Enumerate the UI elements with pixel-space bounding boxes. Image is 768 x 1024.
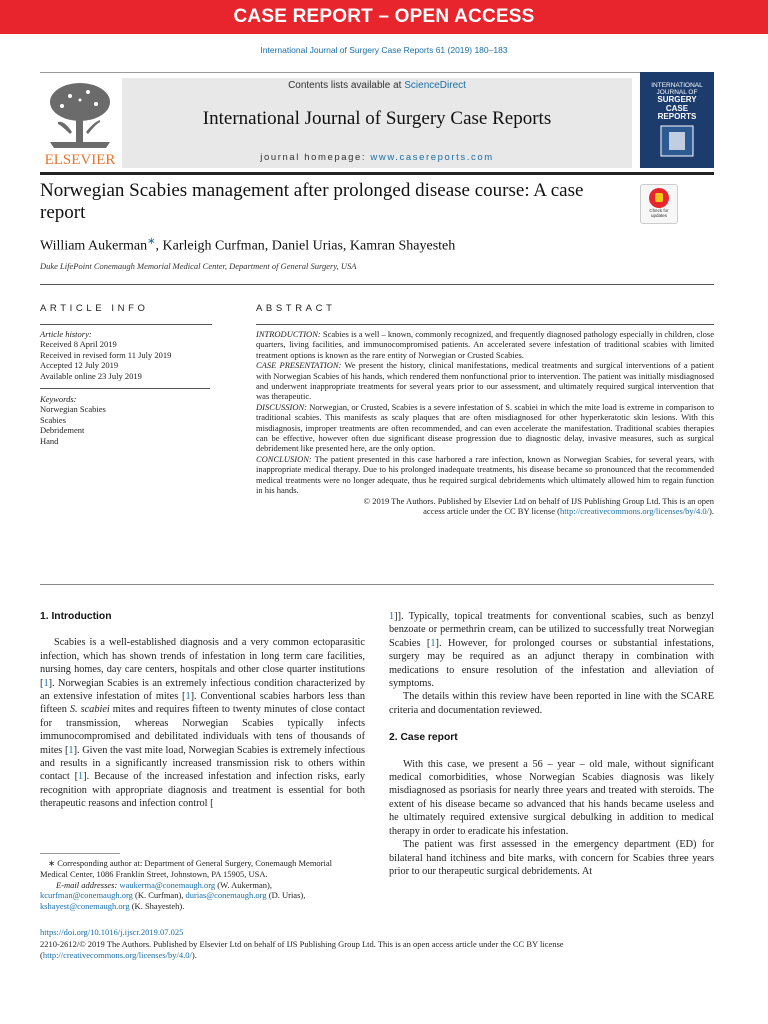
abstract-discussion: DISCUSSION: Norwegian, or Crusted, Scabies is a severe infestation of S. scabiei in which the mite load is extreme in comparison to traditional scabies. This manifests as scaly plaques that are often misdiagnosed for other hyperkeratotic skin lesions. With this misdiagnosis, improper treatments are often recommended, and can even accelerate the manifestation. Traditional scabies therapies can be effective, however often due significant disease progression due to diagnostic delay, invasive measures, such as surgical debridement like presented here, are the only option.: [256, 401, 714, 454]
introduction-paragraph-2: The details within this review have been reported in line with the SCARE criteria and documentation reviewed.: [389, 691, 714, 716]
keyword: Norwegian Scabies: [40, 404, 106, 415]
abstract-text: [256, 329, 714, 516]
article-info-rule: [40, 324, 212, 325]
history-label: Article history:: [40, 329, 92, 339]
case-report-paragraph: With this case, we present a 56 – year – old male, without significant medical comorbidities, whose Norwegian Scabies diagnosis was likely misdiagnosed as psoriasis for nearly three years and treated with steroids. The extent of his disease became so advanced that his hands became useless and he ultimately required extensive surgical debulking in addition to medical therapy in order to eradicate his infestation.: [389, 758, 714, 837]
journal-cover[interactable]: [640, 72, 714, 168]
open-access-banner: CASE REPORT – OPEN ACCESS: [0, 0, 768, 34]
reference-link[interactable]: 1: [68, 744, 74, 756]
reference-link[interactable]: 1: [78, 771, 84, 783]
journal-citation[interactable]: International Journal of Surgery Case Reports 61 (2019) 180–183: [260, 45, 508, 55]
introduction-paragraph-continued: 1]]. Typically, topical treatments for conventional scabies, such as benzyl benzoate or permethrin cream, can be utilized to successfully treat Norwegian Scabies [1]. However, for prolonged courses or substantial infestations, surgery may be required as an adjunct therapy in combination with medications to ensure resolution of the infestation and alleviation of symptoms.: [389, 611, 714, 690]
abstract-introduction: INTRODUCTION: Scabies is a well – known, commonly recognized, and frequently diagnosed pathology especially in children, close quarters, living facilities, and immunocompromised patients. An accelerated severe infestation of traditional scabies with limited treatment options is known as the rare entity of Norwegian or Crusted Scabies.: [256, 329, 714, 360]
corresponding-author-marker[interactable]: ∗: [147, 236, 156, 247]
check-for-updates-badge[interactable]: Check for updates: [640, 184, 678, 224]
introduction-paragraph: Scabies is a well-established diagnosis and a very common ectoparasitic infection, which has shown trends of infestation in long term care facilities, nursing homes, day care centers, hospitals and other close quarter institutions [1]. Norwegian Scabies is an extremely infectious condition characterized by an extensive infestation of mites [1]. Conventional scabies harbors less than fifteen S. scabiei mites and requires fifteen to twenty minutes of close contact for transmission, whereas Norwegian Scabies typically infects immunocompromised and debilitated individuals with tens of thousands of mites [1]. Given the vast mite load, Norwegian Scabies is extremely infectious and results in a significantly increased transmission risk to others within contact [1]. Because of the increased infestation and infection risks, early recognition with appropriate diagnosis and treatment is essential for both therapeutic reasons and infection control [: [40, 637, 366, 810]
doi-footer: [40, 927, 714, 962]
abstract-heading: ABSTRACT: [256, 303, 336, 314]
email-link[interactable]: durias@conemaugh.org: [185, 890, 267, 901]
case-report-heading: 2. Case report: [389, 732, 458, 744]
left-column: [40, 610, 365, 811]
author-name: William Aukerman: [40, 238, 148, 254]
elsevier-tree-logo: [40, 78, 120, 168]
case-report-paragraph-2: The patient was first assessed in the emergency department (ED) for bilateral hand itchiness and bite marks, with concern for Scabies three years prior to our therapeutic surgical debridements. At: [389, 839, 714, 877]
reference-link[interactable]: 1: [389, 611, 395, 622]
email-link[interactable]: waukerma@conemaugh.org: [119, 879, 216, 890]
keyword: Hand: [40, 435, 59, 446]
received-date: Received 8 April 2019: [40, 339, 117, 350]
reference-link[interactable]: 1: [185, 691, 191, 703]
abstract-rule: [256, 324, 714, 325]
journal-title: International Journal of Surgery Case Reports: [202, 108, 552, 129]
reference-link[interactable]: 1: [430, 637, 436, 649]
check-for-updates-icon: [649, 188, 669, 208]
abstract-bottom-rule: [40, 584, 714, 585]
cover-line: JOURNAL OF: [656, 89, 698, 96]
author-names: , Karleigh Curfman, Daniel Urias, Kamran Shayesteh: [155, 238, 456, 254]
abstract-case: CASE PRESENTATION: We present the history, clinical manifestations, medical treatments and surgical interventions of a patient with Norwegian Scabies of his hands, which rendered them nonfunctional prior to intervention. The patient was initially misdiagnosed and underwent inappropriate treatments for several years prior to our assessment, and ultimately required surgical intervention that was therapeutic.: [256, 360, 714, 402]
keyword: Scabies: [40, 414, 66, 425]
cover-line: SURGERY: [657, 95, 697, 104]
affiliation: Duke LifePoint Conemaugh Memorial Medical Center, Department of General Surgery, USA: [40, 261, 357, 271]
email-link[interactable]: kshayest@conemaugh.org: [40, 901, 130, 912]
corresponding-author-note: ∗ Corresponding author at: Department of General Surgery, Conemaugh Memorial Medical Center, 1086 Franklin Street, Johnstown, PA 15905, USA.: [40, 858, 333, 879]
publisher-name: ELSEVIER: [44, 152, 116, 168]
journal-homepage: journal homepage: www.casereports.com: [260, 152, 494, 163]
contents-line: Contents lists available at ScienceDirect: [288, 80, 466, 91]
revised-date: Received in revised form 11 July 2019: [40, 349, 172, 360]
email-addresses: E-mail addresses: waukerma@conemaugh.org (W. Aukerman),: [56, 879, 272, 890]
section-rule: [40, 284, 714, 285]
header-top-rule: [40, 72, 714, 73]
email-link[interactable]: kcurfman@conemaugh.org: [40, 890, 133, 901]
keywords-label: Keywords:: [40, 394, 77, 405]
keyword: Debridement: [40, 425, 85, 436]
footnote: ∗ Corresponding author at: Department of General Surgery, Conemaugh Memorial Medical Center, 1086 Franklin Street, Johnstown, PA 15905, USA. E-mail addresses: waukerma@conemaugh.org (W. Aukerman), kcurfman@conemaugh.org (K. Curfman), durias@conemaugh.org (D. Urias), kshayest@conemaugh.org (K. Shayesteh).: [40, 858, 338, 912]
homepage-link[interactable]: www.casereports.com: [370, 152, 494, 163]
right-column: [389, 610, 714, 878]
introduction-heading: 1. Introduction: [40, 611, 112, 622]
author-list: [40, 236, 680, 255]
article-info-heading: ARTICLE INFO: [40, 303, 149, 314]
abstract-conclusion: CONCLUSION: The patient presented in this case harbored a rare infection, known as Norwegian Scabies, for several years, with inappropriate medical therapy. Due to his prolonged inadequate treatments, his disease became so pronounced that the recommended medical treatments were no longer adequate, thus he required surgical debridements which ultimately allowed him to regain function in his hands.: [256, 453, 714, 496]
cover-line: CASE: [665, 103, 689, 113]
reference-link[interactable]: 1: [43, 677, 49, 689]
license-statement: 2210-2612/© 2019 The Authors. Published by Elsevier Ltd on behalf of IJS Publishing Group Ltd. This is an open access article under the CC BY license (http://creativecommons.org/licenses/by/4.0/).: [40, 938, 564, 960]
doi-link[interactable]: https://doi.org/10.1016/j.ijscr.2019.07.025: [40, 927, 184, 937]
header-bottom-rule: [40, 172, 714, 175]
accepted-date: Accepted 12 July 2019: [40, 360, 119, 371]
abstract-copyright: © 2019 The Authors. Published by Elsevier Ltd on behalf of IJS Publishing Group Ltd. This is an open access article under the CC BY license (http://creativecommons.org/licenses/by/4.0/).: [363, 495, 714, 516]
cover-line: INTERNATIONAL: [651, 82, 703, 89]
license-link[interactable]: http://creativecommons.org/licenses/by/4.0/: [559, 505, 710, 516]
article-info: [40, 329, 210, 446]
cover-emblem-icon: [657, 124, 697, 160]
keywords-rule: [40, 388, 210, 389]
license-link[interactable]: http://creativecommons.org/licenses/by/4.0/: [42, 950, 192, 960]
cover-line: REPORTS: [657, 112, 697, 121]
article-title: Norwegian Scabies management after prolonged disease course: A case report: [40, 180, 584, 223]
sciencedirect-link[interactable]: ScienceDirect: [404, 80, 466, 91]
online-date: Available online 23 July 2019: [40, 370, 142, 381]
footnote-rule: [40, 853, 120, 854]
